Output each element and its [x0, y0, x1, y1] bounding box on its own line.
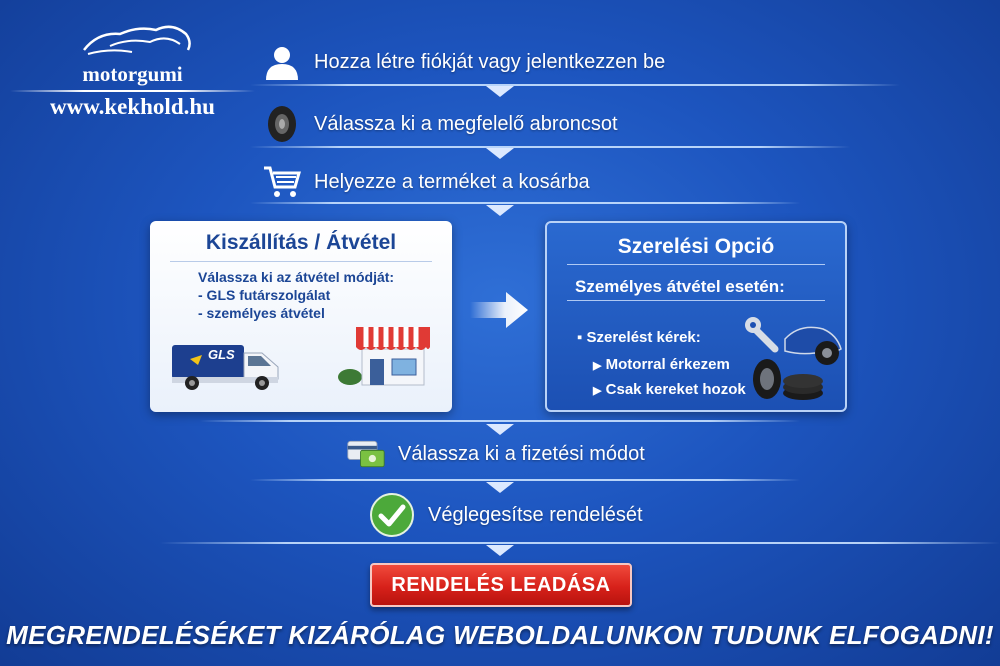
place-order-button[interactable]: RENDELÉS LEADÁSA — [370, 563, 632, 607]
logo-brand: motorgumi — [82, 62, 183, 86]
motorcycle-tires-wrench-icon — [745, 309, 845, 403]
step-finalize-label: Véglegesítse rendelését — [428, 503, 643, 526]
delivery-options — [198, 268, 394, 322]
triangle-right-icon: ▶ — [593, 360, 602, 372]
divider — [250, 479, 800, 481]
installation-subtitle: Személyes átvétel esetén: — [575, 277, 785, 296]
bullet-icon: ▪ — [577, 329, 583, 346]
chevron-down-icon — [486, 86, 514, 97]
store-icon — [338, 319, 438, 389]
delivery-title: Kiszállítás / Átvétel — [205, 231, 397, 254]
step-choose-tire-label: Válassza ki a megfelelő abroncsot — [314, 112, 618, 135]
checkmark-icon — [368, 491, 416, 539]
chevron-down-icon — [486, 205, 514, 216]
divider — [250, 202, 800, 204]
installation-choice-motorcycle[interactable] — [593, 356, 730, 373]
divider — [567, 264, 825, 265]
van-gls-label: GLS — [208, 347, 235, 362]
payment-cards-icon — [346, 434, 386, 474]
arrow-right-icon — [470, 290, 530, 330]
step-cart — [262, 162, 590, 202]
step-finalize — [368, 491, 643, 539]
installation-panel[interactable] — [545, 221, 847, 412]
motorcycle-logo-icon — [80, 20, 195, 62]
footer-notice: MEGRENDELÉSÉKET KIZÁRÓLAG WEBOLDALUNKON TUDUNK ELFOGADNI! — [6, 620, 994, 650]
logo-divider — [10, 90, 255, 92]
delivery-intro: Válassza ki az átvétel módját: — [198, 269, 395, 285]
chevron-down-icon — [486, 148, 514, 159]
cart-icon — [262, 162, 302, 202]
triangle-right-icon: ▶ — [593, 385, 602, 397]
divider — [160, 542, 1000, 544]
installation-choice-wheels-label: Csak kereket hozok — [605, 381, 746, 398]
divider — [567, 300, 825, 301]
divider — [200, 420, 800, 422]
chevron-down-icon — [486, 545, 514, 556]
divider — [250, 84, 900, 86]
logo-url[interactable]: www.kekhold.hu — [50, 94, 215, 119]
delivery-option-pickup[interactable]: - személyes átvétel — [198, 305, 325, 321]
step-payment — [346, 434, 645, 474]
step-account — [262, 42, 665, 82]
divider — [170, 261, 432, 262]
installation-title: Szerelési Opció — [617, 235, 775, 258]
installation-request[interactable] — [577, 329, 701, 346]
installation-choice-wheels[interactable] — [593, 381, 746, 398]
delivery-option-gls[interactable]: - GLS futárszolgálat — [198, 287, 331, 303]
installation-choice-motorcycle-label: Motorral érkezem — [605, 356, 730, 373]
tire-icon — [262, 104, 302, 144]
step-account-label: Hozza létre fiókját vagy jelentkezzen be — [314, 50, 666, 73]
step-choose-tire — [262, 104, 618, 144]
logo[interactable] — [10, 18, 255, 118]
installation-request-label: Szerelést kérek: — [586, 329, 701, 346]
step-payment-label: Válassza ki a fizetési módot — [398, 442, 645, 465]
user-icon — [262, 42, 302, 82]
divider — [250, 146, 850, 148]
delivery-panel[interactable] — [150, 221, 452, 412]
step-cart-label: Helyezze a terméket a kosárba — [314, 170, 590, 193]
